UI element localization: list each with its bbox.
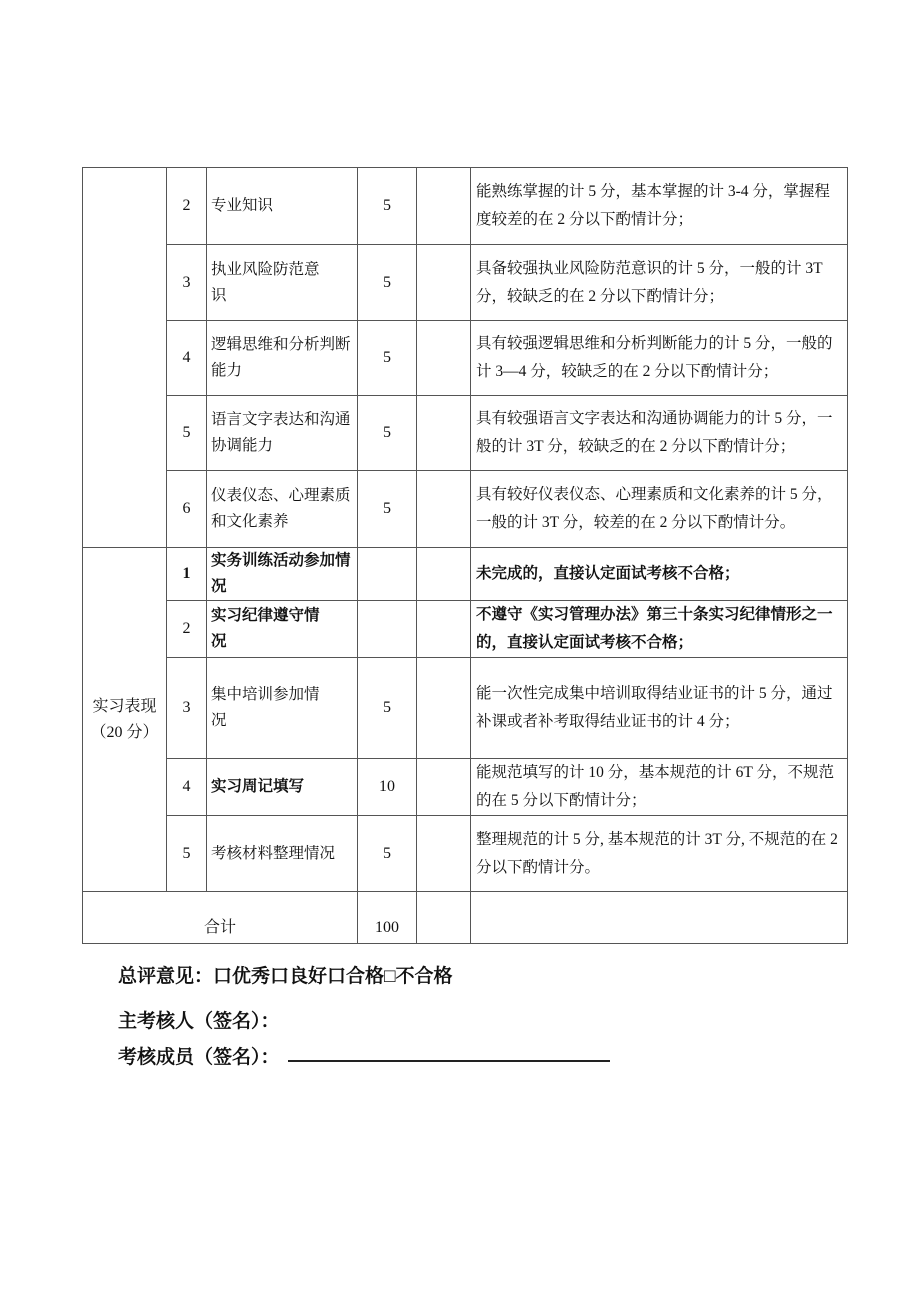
score-cell	[417, 548, 471, 601]
points-cell: 5	[358, 168, 417, 245]
score-cell	[417, 396, 471, 471]
category-cell-blank	[83, 168, 167, 548]
table-row	[83, 396, 848, 471]
score-cell	[417, 601, 471, 658]
points-cell: 5	[358, 816, 417, 892]
points-cell	[358, 548, 417, 601]
assessment-table	[82, 167, 848, 944]
item-cell: 实习周记填写	[207, 759, 358, 816]
score-cell	[417, 658, 471, 759]
criteria-cell: 具有较好仪表仪态、心理素质和文化素养的计 5 分，一般的计 3T 分，较差的在 2 分以下酌情计分。	[471, 471, 848, 548]
item-cell: 专业知识	[207, 168, 358, 245]
row-number-cell: 4	[167, 321, 207, 396]
points-cell: 5	[358, 321, 417, 396]
table-row	[83, 168, 848, 245]
points-cell	[358, 601, 417, 658]
score-cell	[417, 471, 471, 548]
item-cell: 考核材料整理情况	[207, 816, 358, 892]
score-cell	[417, 321, 471, 396]
row-number-cell: 6	[167, 471, 207, 548]
row-number-cell: 3	[167, 658, 207, 759]
row-number-cell: 5	[167, 816, 207, 892]
total-score-cell	[417, 892, 471, 944]
criteria-cell: 整理规范的计 5 分, 基本规范的计 3T 分, 不规范的在 2 分以下酌情计分。	[471, 816, 848, 892]
points-cell: 10	[358, 759, 417, 816]
criteria-cell: 具备较强执业风险防范意识的计 5 分，一般的计 3T 分，较缺乏的在 2 分以下酌情计分；	[471, 245, 848, 321]
table-row	[83, 471, 848, 548]
category-cell-practice-performance: 实习表现 （20 分）	[83, 548, 167, 892]
criteria-cell: 不遵守《实习管理办法》第三十条实习纪律情形之一的，直接认定面试考核不合格；	[471, 601, 848, 658]
table-row	[83, 548, 848, 601]
points-cell: 5	[358, 245, 417, 321]
points-cell: 5	[358, 658, 417, 759]
criteria-cell: 能一次性完成集中培训取得结业证书的计 5 分，通过补课或者补考取得结业证书的计 4 分；	[471, 658, 848, 759]
total-row	[83, 892, 848, 944]
signature-underline	[288, 1060, 610, 1062]
total-points-cell: 100	[358, 892, 417, 944]
row-number-cell: 5	[167, 396, 207, 471]
members-signature-line: 考核成员（签名）：	[118, 1047, 280, 1068]
points-cell: 5	[358, 471, 417, 548]
item-cell: 逻辑思维和分析判断 能力	[207, 321, 358, 396]
total-criteria-cell	[471, 892, 848, 944]
table-row	[83, 601, 848, 658]
item-cell: 集中培训参加情 况	[207, 658, 358, 759]
item-cell: 执业风险防范意 识	[207, 245, 358, 321]
table-row	[83, 816, 848, 892]
row-number-cell: 2	[167, 168, 207, 245]
criteria-cell: 能规范填写的计 10 分，基本规范的计 6T 分，不规范的在 5 分以下酌情计分；	[471, 759, 848, 816]
criteria-cell: 具有较强语言文字表达和沟通协调能力的计 5 分，一般的计 3T 分，较缺乏的在 2 分以下酌情计分；	[471, 396, 848, 471]
item-cell: 语言文字表达和沟通 协调能力	[207, 396, 358, 471]
row-number-cell: 4	[167, 759, 207, 816]
table-row	[83, 658, 848, 759]
row-number-cell: 1	[167, 548, 207, 601]
item-cell: 实习纪律遵守情 况	[207, 601, 358, 658]
item-cell: 仪表仪态、心理素质 和文化素养	[207, 471, 358, 548]
row-number-cell: 3	[167, 245, 207, 321]
overall-opinion-line: 总评意见：口优秀口良好口合格□不合格	[118, 966, 453, 987]
score-cell	[417, 245, 471, 321]
score-cell	[417, 759, 471, 816]
table-row	[83, 321, 848, 396]
total-label: 合计	[83, 892, 358, 944]
points-cell: 5	[358, 396, 417, 471]
score-cell	[417, 816, 471, 892]
row-number-cell: 2	[167, 601, 207, 658]
criteria-cell: 能熟练掌握的计 5 分，基本掌握的计 3-4 分，掌握程度较差的在 2 分以下酌情计分；	[471, 168, 848, 245]
table-row	[83, 245, 848, 321]
score-cell	[417, 168, 471, 245]
table-row	[83, 759, 848, 816]
criteria-cell: 具有较强逻辑思维和分析判断能力的计 5 分，一般的计 3—4 分，较缺乏的在 2 分以下酌情计分；	[471, 321, 848, 396]
item-cell: 实务训练活动参加情 况	[207, 548, 358, 601]
criteria-cell: 未完成的，直接认定面试考核不合格；	[471, 548, 848, 601]
chief-examiner-signature-line: 主考核人（签名）：	[118, 1011, 280, 1032]
